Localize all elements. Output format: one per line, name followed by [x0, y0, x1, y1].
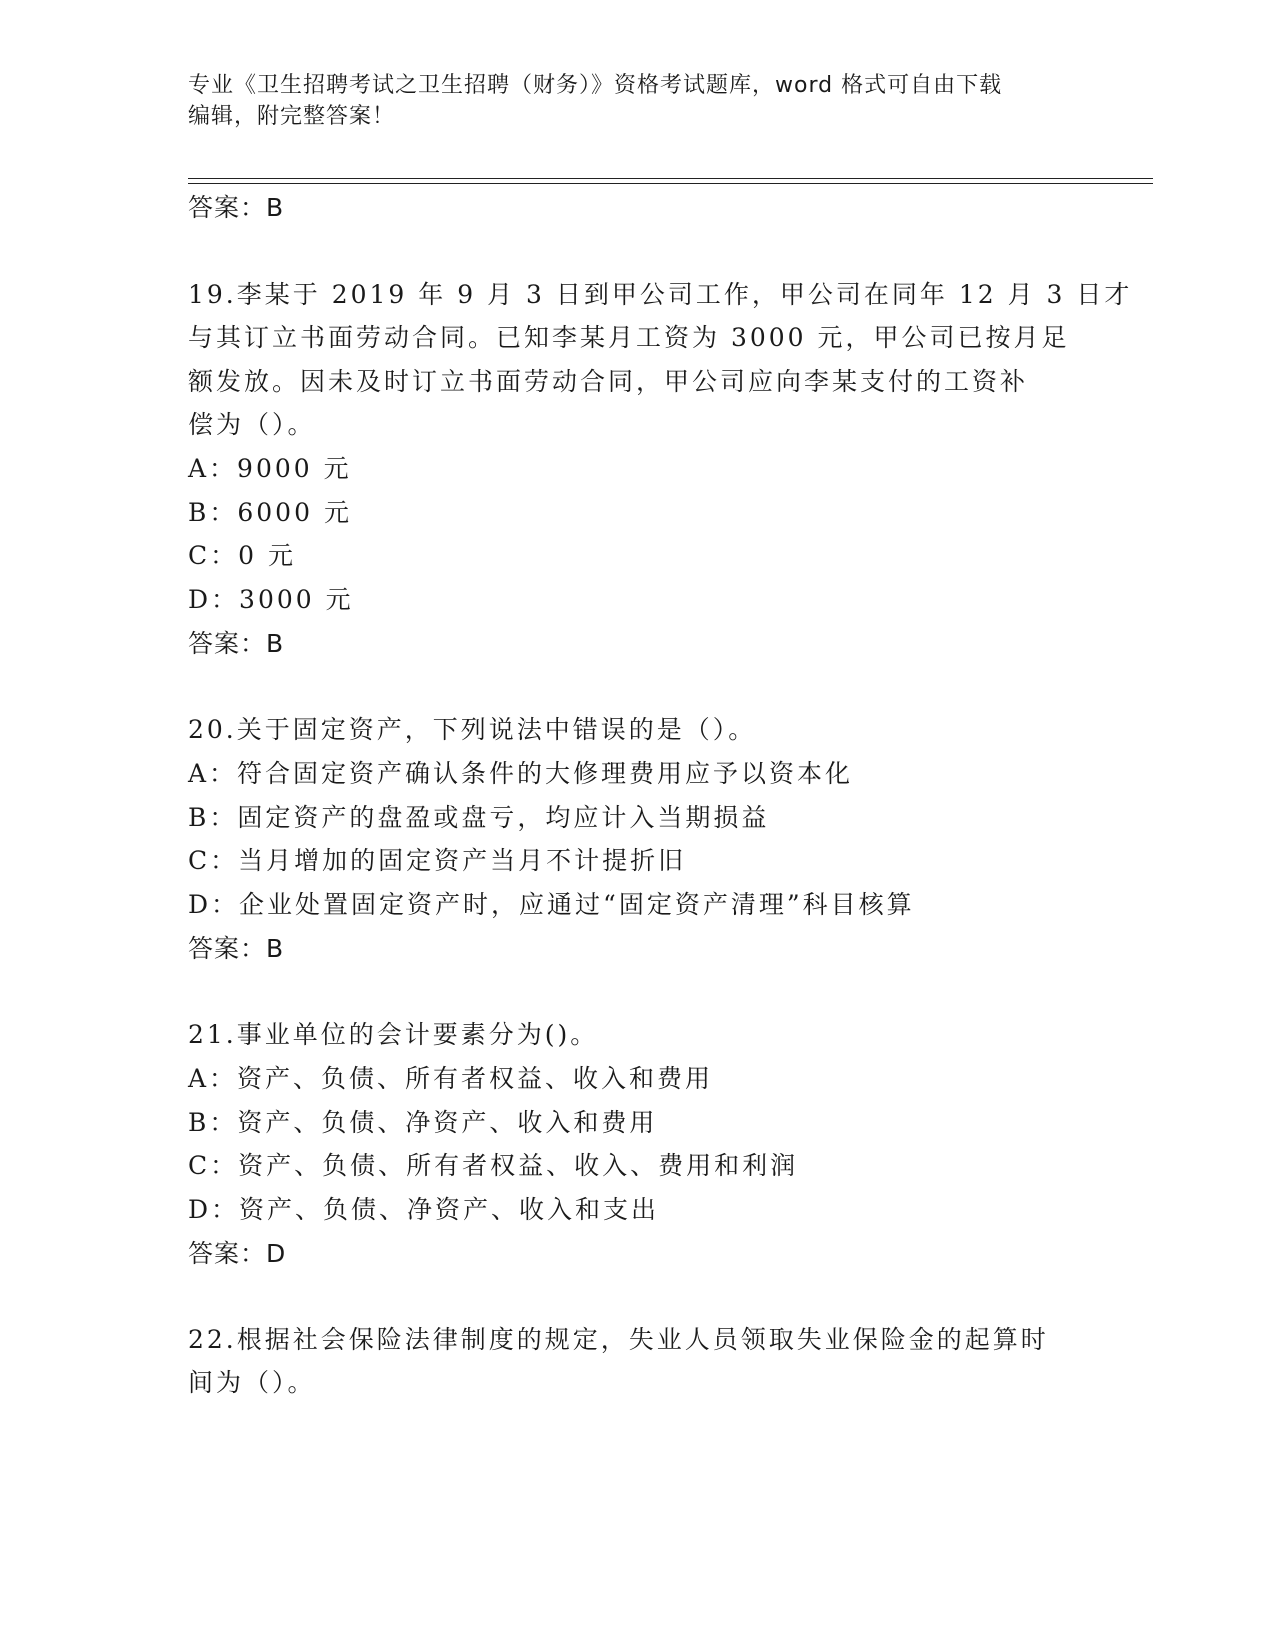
question-21-option-b: B：资产、负债、净资产、收入和费用	[188, 1108, 658, 1137]
question-22-stem-line-1: 22.根据社会保险法律制度的规定，失业人员领取失业保险金的起算时	[188, 1325, 1049, 1354]
question-21-stem-line-1: 21.事业单位的会计要素分为()。	[188, 1020, 599, 1049]
question-20-option-a: A：符合固定资产确认条件的大修理费用应予以资本化	[188, 759, 854, 788]
question-20-option-c: C：当月增加的固定资产当月不计提折旧	[188, 846, 687, 875]
header-rule-bottom	[188, 183, 1153, 184]
question-21-option-a: A：资产、负债、所有者权益、收入和费用	[188, 1064, 714, 1093]
question-19-option-d: D：3000 元	[188, 585, 354, 614]
question-19-stem-line-3: 额发放。因未及时订立书面劳动合同，甲公司应向李某支付的工资补	[188, 367, 1029, 396]
question-19-option-a: A：9000 元	[188, 454, 352, 483]
question-20-answer: 答案：B	[188, 934, 285, 963]
question-20-option-b: B：固定资产的盘盈或盘亏，均应计入当期损益	[188, 803, 770, 832]
document-header	[188, 70, 1088, 132]
question-19-stem-line-2: 与其订立书面劳动合同。已知李某月工资为 3000 元，甲公司已按月足	[188, 323, 1070, 352]
header-line-1: 专业《卫生招聘考试之卫生招聘（财务）》资格考试题库，word 格式可自由下载	[188, 73, 1003, 98]
question-19-answer: 答案：B	[188, 629, 285, 658]
question-21-answer: 答案：D	[188, 1239, 287, 1268]
question-21-option-c: C：资产、负债、所有者权益、收入、费用和利润	[188, 1151, 799, 1180]
question-19-stem-line-1: 19.李某于 2019 年 9 月 3 日到甲公司工作，甲公司在同年 12 月 3 日才	[188, 280, 1133, 309]
question-19-option-b: B：6000 元	[188, 498, 352, 527]
header-line-2: 编辑，附完整答案！	[188, 104, 396, 129]
previous-answer: 答案：B	[188, 193, 285, 222]
question-20-stem-line-1: 20.关于固定资产，下列说法中错误的是（）。	[188, 715, 757, 744]
question-19-stem-line-4: 偿为（）。	[188, 410, 316, 439]
question-20-option-d: D：企业处置固定资产时，应通过“固定资产清理”科目核算	[188, 890, 915, 919]
question-22-stem-line-2: 间为（）。	[188, 1368, 316, 1397]
question-19-option-c: C：0 元	[188, 541, 296, 570]
header-rule-top	[188, 178, 1153, 179]
question-21-option-d: D：资产、负债、净资产、收入和支出	[188, 1195, 660, 1224]
